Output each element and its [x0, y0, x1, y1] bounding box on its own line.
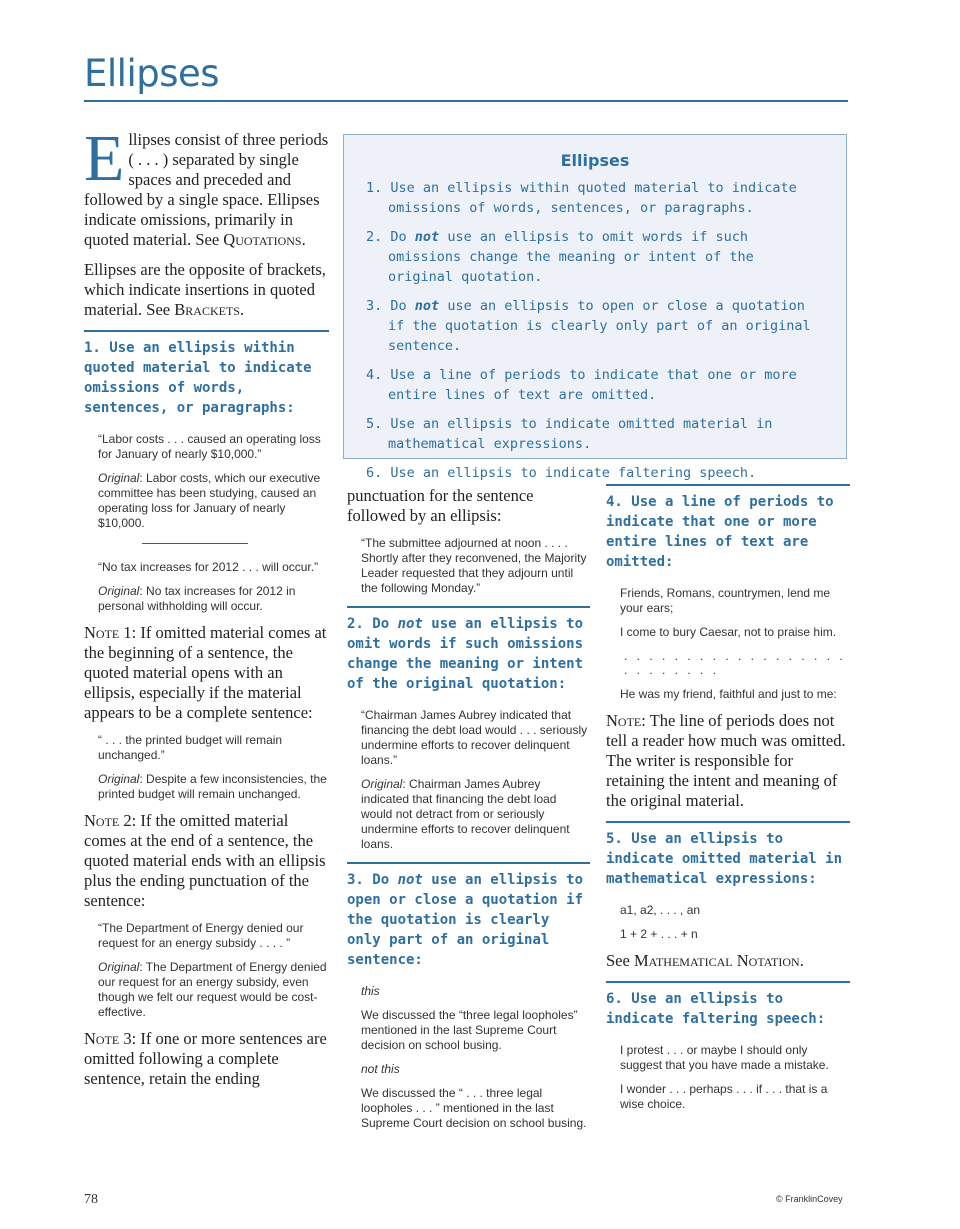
- summary-item: 2. Do not use an ellipsis to omit words if such omissions change the meaning or intent of the original quotation.: [366, 229, 754, 285]
- summary-box: [343, 134, 847, 481]
- separator: [142, 543, 248, 544]
- example-line: He was my friend, faithful and just to me:: [620, 687, 837, 701]
- rule-5-see-also: See Mathematical Notation.: [606, 951, 804, 970]
- intro-paragraph-1: Ellipses consist of three periods ( . . . ) separated by single spaces and preceded and followed by a single space. Ellipses indicate omissions, primarily in quoted material. See Quotations.: [84, 122, 329, 249]
- example-original: Original: The Department of Energy denied our request for an energy subsidy, even though we felt our request would be cost-effective.: [98, 960, 327, 1019]
- omission-dots: . . . . . . . . . . . . . . . . . . . . . . . . . .: [624, 649, 846, 677]
- note-1: Note 1: If omitted material comes at the beginning of a sentence, the quoted material opens with an ellipsis, especially if the material appears to be a complete sentence:: [84, 623, 327, 722]
- section-rule: [84, 330, 329, 332]
- example: “No tax increases for 2012 . . . will occur.”: [98, 560, 319, 574]
- section-rule: [347, 862, 590, 864]
- example-line: Friends, Romans, countrymen, lend me your ears;: [620, 586, 831, 615]
- column-2: [347, 486, 590, 1140]
- section-rule: [606, 981, 850, 983]
- example: We discussed the “ . . . three legal loopholes . . . ” mentioned in the last Supreme Court decision on school busing.: [361, 1086, 587, 1130]
- drop-cap: E: [84, 122, 125, 195]
- example-original: Original: No tax increases for 2012 in personal withholding will occur.: [98, 584, 296, 613]
- section-rule: [606, 484, 850, 486]
- rule-3-heading: 3. Do not use an ellipsis to open or close a quotation if the quotation is clearly only part of an original sentence:: [347, 872, 584, 968]
- example: “Labor costs . . . caused an operating loss for January of nearly $10,000.”: [98, 432, 321, 461]
- example-original: Original: Despite a few inconsistencies, the printed budget will remain unchanged.: [98, 772, 327, 801]
- summary-list: [344, 178, 846, 483]
- example-label: this: [361, 984, 380, 998]
- summary-item: 3. Do not use an ellipsis to open or close a quotation if the quotation is clearly only part of an original sentence.: [366, 298, 811, 354]
- summary-item: 6. Use an ellipsis to indicate faltering speech.: [366, 465, 757, 481]
- example: “ . . . the printed budget will remain unchanged.”: [98, 733, 283, 762]
- column-3: [606, 484, 850, 1121]
- summary-item: 4. Use a line of periods to indicate that one or more entire lines of text are omitted.: [366, 367, 797, 403]
- intro-paragraph-2: Ellipses are the opposite of brackets, which indicate insertions in quoted material. See Brackets.: [84, 260, 326, 319]
- example: We discussed the “three legal loopholes” mentioned in the last Supreme Court decision on school busing.: [361, 1008, 578, 1052]
- summary-heading: Ellipses: [560, 151, 630, 170]
- math-expression: a1, a2, . . . , an: [620, 903, 701, 917]
- note-3-continued: punctuation for the sentence followed by an ellipsis:: [347, 486, 534, 525]
- example-line: I come to bury Caesar, not to praise him.: [620, 625, 837, 639]
- note-3: Note 3: If one or more sentences are omitted following a complete sentence, retain the ending: [84, 1029, 327, 1088]
- example: I wonder . . . perhaps . . . if . . . that is a wise choice.: [620, 1082, 828, 1111]
- page-number: 78: [84, 1192, 98, 1207]
- rule-6-heading: 6. Use an ellipsis to indicate faltering speech:: [606, 991, 826, 1027]
- example: “Chairman James Aubrey indicated that financing the debt load would . . . seriously undermine efforts to recover delinquent loans.”: [361, 708, 588, 767]
- summary-item: 5. Use an ellipsis to indicate omitted material in mathematical expressions.: [366, 416, 773, 452]
- example: I protest . . . or maybe I should only suggest that you have made a mistake.: [620, 1043, 829, 1072]
- section-rule: [347, 606, 590, 608]
- page-title: Ellipses: [84, 52, 220, 95]
- copyright: © FranklinCovey: [776, 1194, 843, 1204]
- section-rule: [606, 821, 850, 823]
- rule-1-heading: 1. Use an ellipsis within quoted material to indicate omissions of words, sentences, or paragraphs:: [84, 340, 312, 416]
- summary-item: 1. Use an ellipsis within quoted material to indicate omissions of words, sentences, or paragraphs.: [366, 180, 797, 216]
- math-expression: 1 + 2 + . . . + n: [620, 927, 698, 941]
- example-original: Original: Chairman James Aubrey indicated that financing the debt load would not detract from or seriously undermine efforts to recover delinquent loans.: [361, 777, 570, 851]
- title-rule: [84, 100, 848, 102]
- rule-2-heading: 2. Do not use an ellipsis to omit words if such omissions change the meaning or intent of the original quotation:: [347, 616, 584, 692]
- rule-5-heading: 5. Use an ellipsis to indicate omitted material in mathematical expressions:: [606, 831, 843, 887]
- column-1: [84, 122, 329, 1099]
- example-label: not this: [361, 1062, 400, 1076]
- example: “The submittee adjourned at noon . . . . Shortly after they reconvened, the Majority Leader requested that they adjourn until the following Monday.”: [361, 536, 587, 595]
- note-2: Note 2: If the omitted material comes at the end of a sentence, the quoted material ends with an ellipsis plus the ending punctuation of the sentence:: [84, 811, 326, 910]
- example-original: Original: Labor costs, which our executive committee has been studying, caused an operating loss for January of nearly $10,000.: [98, 471, 321, 530]
- rule-4-note: Note: The line of periods does not tell a reader how much was omitted. The writer is responsible for retaining the intent and meaning of the original material.: [606, 711, 846, 810]
- example: “The Department of Energy denied our request for an energy subsidy . . . . ”: [98, 921, 304, 950]
- rule-4-heading: 4. Use a line of periods to indicate that one or more entire lines of text are omitted:: [606, 494, 834, 570]
